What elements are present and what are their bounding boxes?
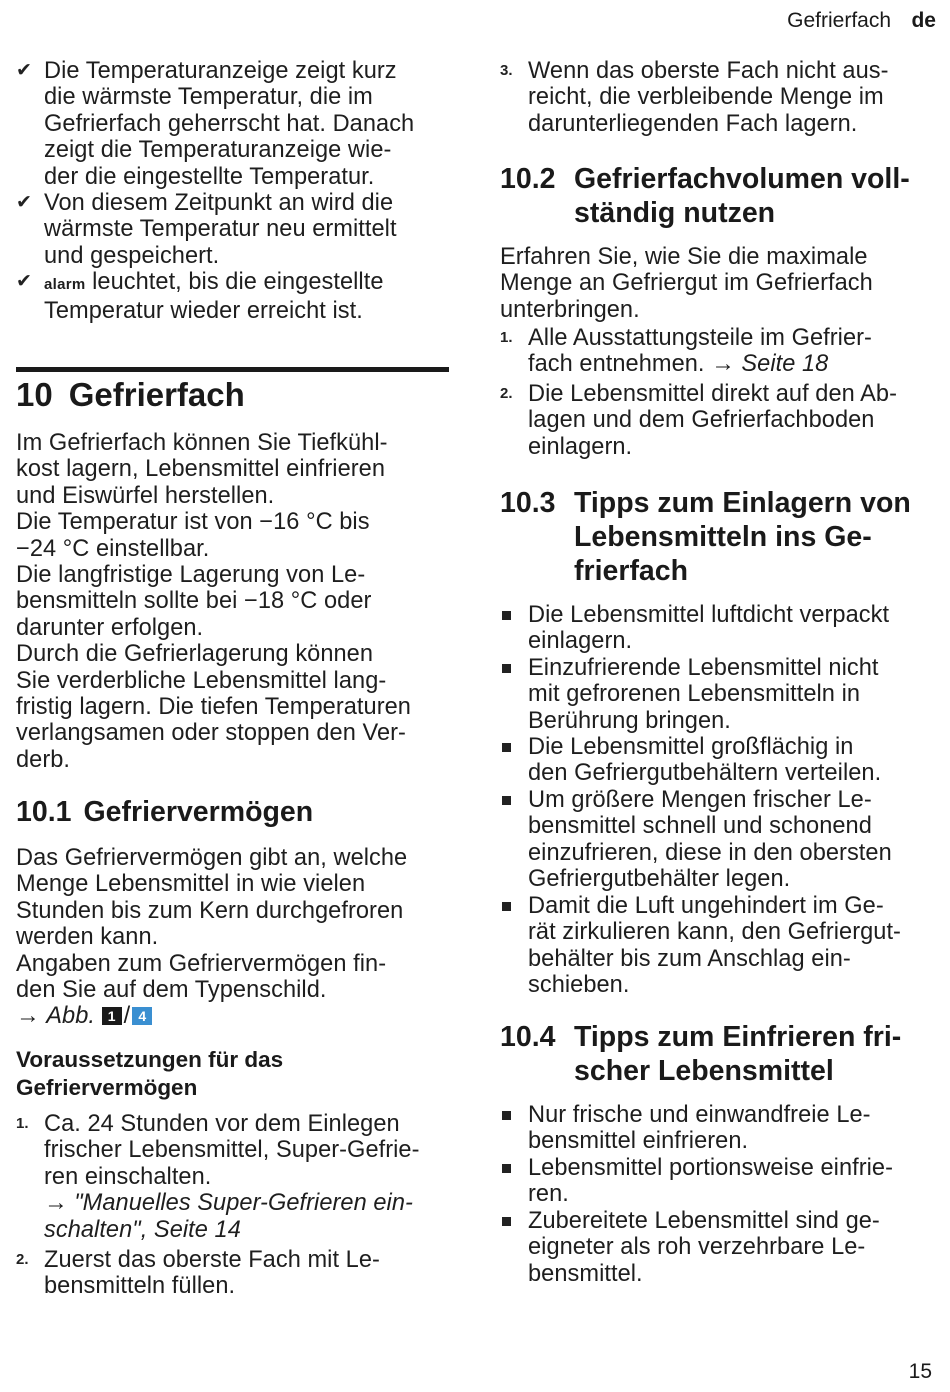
step-number: 1.: [500, 329, 513, 346]
bullet-item: [500, 1102, 940, 1155]
section-number: 10.1: [16, 796, 72, 828]
check-text-line: wärmste Temperatur neu ermittelt: [44, 216, 397, 243]
section-title-line: Tipps zum Einfrieren fri-: [574, 1021, 902, 1053]
step-text-line: ren einschalten.: [44, 1163, 212, 1190]
section-title-line: ständig nutzen: [574, 197, 776, 229]
step-text-line: lagen und dem Gefrierfachboden: [528, 407, 875, 434]
subheading-prerequisites: [16, 1046, 456, 1102]
intro-line: darunter erfolgen.: [16, 614, 204, 641]
checkmark-icon: ✔: [16, 271, 32, 292]
bullet-text-line: Die Lebensmittel großflächig in: [528, 734, 854, 760]
section-body: [500, 244, 940, 323]
intro-line: kost lagern, Lebensmittel einfrieren: [16, 456, 386, 483]
step-text-line: reicht, die verbleibende Menge im: [528, 84, 884, 111]
bullet-text-line: Damit die Luft ungehindert im Ge-: [528, 893, 884, 919]
figure-ref-separator: /: [123, 1003, 131, 1030]
intro-line: Die Temperatur ist von −16 °C bis: [16, 509, 370, 536]
chapter-number: 10: [16, 376, 53, 413]
body-line: Menge Lebensmittel in wie vielen: [16, 871, 366, 898]
check-text-line: zeigt die Temperaturanzeige wie-: [44, 137, 392, 164]
bullet-text-line: bensmittel schnell und schonend: [528, 813, 872, 840]
bullet-text-line: Nur frische und einwandfreie Le-: [528, 1102, 871, 1128]
figure-badge-1: 1: [102, 1007, 122, 1025]
bullet-square-icon: [502, 743, 511, 752]
bullet-square-icon: [502, 1217, 511, 1226]
subheading-line: Voraussetzungen für das: [16, 1047, 284, 1072]
bullet-text-line: den Gefriergutbehältern verteilen.: [528, 760, 882, 787]
section-heading-10-4: [500, 1020, 940, 1088]
bullet-text-line: Zubereitete Lebensmittel sind ge-: [528, 1208, 880, 1234]
header-section: Gefrierfach: [787, 9, 892, 32]
step-text-line: darunterliegenden Fach lagern.: [528, 110, 858, 137]
bullet-text-line: eigneter als roh verzehrbare Le-: [528, 1234, 866, 1261]
section-title-line: Lebensmitteln ins Ge-: [574, 521, 872, 553]
alarm-label: alarm: [44, 276, 86, 293]
bullet-text-line: schieben.: [528, 972, 630, 999]
step-text-line: Alle Ausstattungsteile im Gefrier-: [528, 325, 872, 351]
figure-reference[interactable]: [16, 1003, 456, 1029]
step-text-line: Die Lebensmittel direkt auf den Ab-: [528, 381, 897, 407]
body-line: Erfahren Sie, wie Sie die maximale: [500, 244, 868, 270]
intro-line: Im Gefrierfach können Sie Tiefkühl-: [16, 430, 388, 456]
check-text-line: Die Temperaturanzeige zeigt kurz: [44, 58, 397, 84]
cross-reference-link[interactable]: → "Manuelles Super-Gefrieren ein-: [44, 1190, 413, 1217]
chapter-intro: [16, 430, 456, 773]
numbered-step: [0, 1111, 460, 1243]
section-body: [16, 845, 456, 1030]
chapter-heading: [16, 376, 456, 414]
intro-line: verlangsamen oder stoppen den Ver-: [16, 720, 406, 747]
body-line: den Sie auf dem Typenschild.: [16, 977, 327, 1004]
check-item-alarm: [0, 269, 460, 325]
bullet-square-icon: [502, 1164, 511, 1173]
bullet-item: [500, 734, 940, 787]
intro-line: −24 °C einstellbar.: [16, 535, 210, 562]
bullet-square-icon: [502, 796, 511, 805]
section-heading-10-1: [16, 795, 456, 829]
body-line: werden kann.: [16, 924, 159, 951]
page-number: 15: [908, 1360, 932, 1383]
section-number: 10.3: [500, 487, 556, 519]
intro-line: und Eiswürfel herstellen.: [16, 482, 275, 509]
header-language: de: [911, 9, 936, 32]
intro-line: fristig lagern. Die tiefen Temperaturen: [16, 694, 411, 721]
section-title-line: frierfach: [574, 555, 689, 587]
step-number: 1.: [16, 1115, 29, 1132]
intro-line: Die langfristige Lagerung von Le-: [16, 562, 366, 589]
bullet-item: [500, 787, 940, 893]
figure-ref-label: Abb.: [46, 1003, 96, 1030]
numbered-step: [0, 1247, 460, 1300]
bullet-square-icon: [502, 902, 511, 911]
bullet-text-line: ren.: [528, 1181, 569, 1208]
bullet-text-line: bensmittel.: [528, 1260, 643, 1287]
body-line: Stunden bis zum Kern durchgefroren: [16, 897, 404, 924]
section-title-line: Tipps zum Einlagern von: [574, 487, 911, 519]
section-heading-10-2: [500, 162, 940, 230]
step-number: 2.: [16, 1251, 29, 1268]
check-item: [0, 58, 460, 190]
step-text-line: Wenn das oberste Fach nicht aus-: [528, 58, 889, 84]
step-number: 2.: [500, 385, 513, 402]
intro-line: Sie verderbliche Lebensmittel lang-: [16, 667, 387, 694]
bullet-item: [500, 655, 940, 734]
checkmark-icon: ✔: [16, 192, 32, 213]
bullet-text-line: mit gefrorenen Lebensmitteln in: [528, 681, 861, 708]
bullet-item: [500, 1208, 940, 1287]
chapter-title: Gefrierfach: [68, 376, 245, 413]
check-text-line: der die eingestellte Temperatur.: [44, 163, 375, 190]
section-heading-10-3: [500, 486, 940, 588]
section-title-line: scher Lebensmittel: [574, 1055, 834, 1087]
numbered-step: [500, 58, 940, 137]
intro-line: bensmitteln sollte bei −18 °C oder: [16, 588, 372, 615]
section-title: Gefriervermögen: [83, 796, 314, 828]
figure-badge-4: 4: [132, 1007, 152, 1025]
arrow-right-icon: →: [16, 1003, 40, 1030]
bullet-text-line: einzufrieren, diese in den obersten: [528, 839, 892, 866]
bullet-text-line: Einzufrierende Lebensmittel nicht: [528, 655, 879, 681]
bullet-text-line: rät zirkulieren kann, den Gefriergut-: [528, 919, 901, 946]
step-text-line: einlagern.: [528, 433, 633, 460]
bullet-text-line: Gefriergutbehälter legen.: [528, 866, 791, 893]
bullet-item: [500, 1155, 940, 1208]
body-line: Das Gefriervermögen gibt an, welche: [16, 845, 408, 871]
bullet-square-icon: [502, 1111, 511, 1120]
bullet-square-icon: [502, 611, 511, 620]
step-text: fach entnehmen.: [528, 351, 712, 378]
step-number: 3.: [500, 62, 513, 79]
checkmark-icon: ✔: [16, 60, 32, 81]
bullet-text-line: Lebensmittel portionsweise einfrie-: [528, 1155, 894, 1181]
section-title-line: Gefrierfachvolumen voll-: [574, 163, 910, 195]
step-text-line: frischer Lebensmittel, Super-Gefrie-: [44, 1137, 420, 1164]
numbered-step: [500, 381, 940, 460]
alarm-text-line: Temperatur wieder erreicht ist.: [44, 298, 363, 325]
check-text-line: Gefrierfach geherrscht hat. Danach: [44, 110, 415, 137]
intro-line: Durch die Gefrierlagerung können: [16, 641, 374, 668]
check-text-line: und gespeichert.: [44, 242, 220, 269]
check-text-line: Von diesem Zeitpunkt an wird die: [44, 190, 394, 216]
check-text-line: die wärmste Temperatur, die im: [44, 84, 373, 111]
bullet-text-line: Um größere Mengen frischer Le-: [528, 787, 872, 813]
step-text-line: Ca. 24 Stunden vor dem Einlegen: [44, 1111, 400, 1137]
check-item: [0, 190, 460, 269]
intro-line: derb.: [16, 746, 71, 773]
step-text-line: bensmitteln füllen.: [44, 1273, 236, 1300]
bullet-text-line: bensmittel einfrieren.: [528, 1128, 749, 1155]
bullet-item: [500, 893, 940, 999]
alarm-text: leuchtet, bis die eingestellte: [85, 269, 384, 295]
bullet-text-line: Die Lebensmittel luftdicht verpackt: [528, 602, 890, 628]
section-number: 10.2: [500, 163, 556, 195]
cross-reference-link[interactable]: → Seite 18: [711, 351, 829, 378]
page-header: [740, 6, 936, 36]
chapter-rule: [16, 367, 449, 372]
step-text-line: Zuerst das oberste Fach mit Le-: [44, 1247, 380, 1273]
bullet-text-line: behälter bis zum Anschlag ein-: [528, 945, 851, 972]
bullet-text-line: Berührung bringen.: [528, 707, 731, 734]
bullet-item: [500, 602, 940, 655]
numbered-step: [500, 325, 940, 378]
subheading-line: Gefriervermögen: [16, 1075, 198, 1100]
body-line: Angaben zum Gefriervermögen fin-: [16, 950, 387, 977]
bullet-square-icon: [502, 664, 511, 673]
body-line: Menge an Gefriergut im Gefrierfach: [500, 270, 873, 297]
body-line: unterbringen.: [500, 296, 640, 323]
section-number: 10.4: [500, 1021, 556, 1053]
bullet-text-line: einlagern.: [528, 628, 633, 655]
cross-reference-link[interactable]: schalten", Seite 14: [44, 1216, 241, 1243]
